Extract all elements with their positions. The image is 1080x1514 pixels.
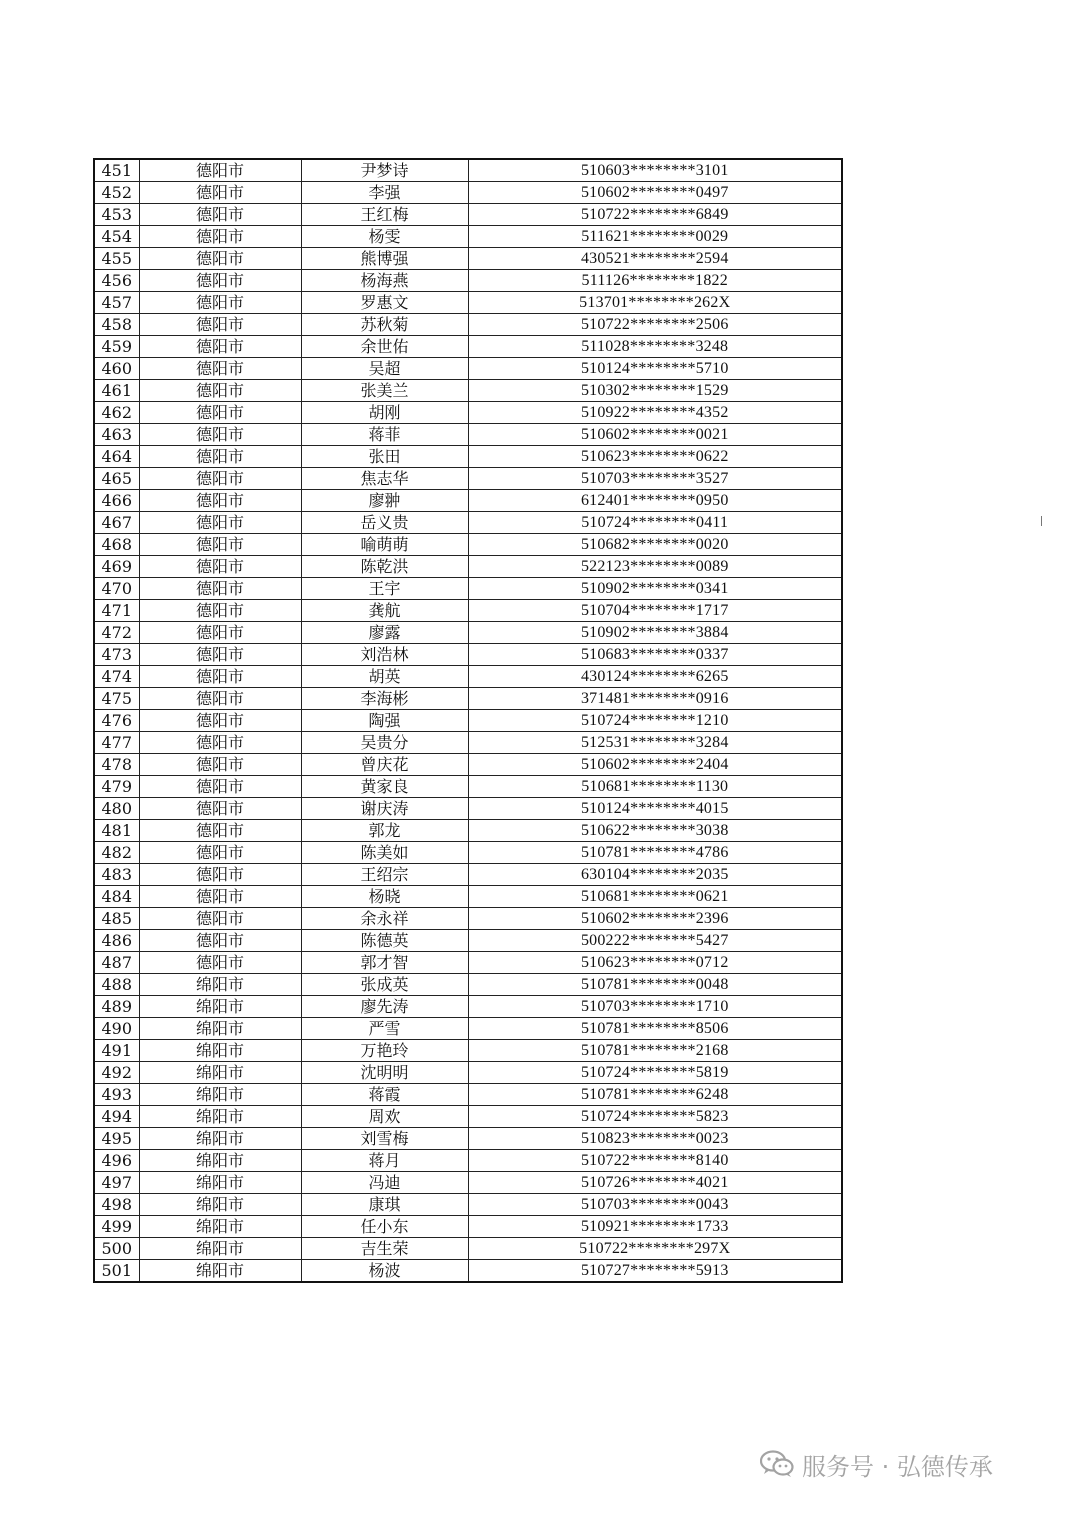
- table-row: [94, 754, 842, 776]
- scan-mark: [1041, 516, 1042, 526]
- row-number: 452: [94, 182, 139, 204]
- row-number: 488: [94, 974, 139, 996]
- row-id-number: 430124********6265: [468, 666, 842, 688]
- row-id-number: 510622********3038: [468, 820, 842, 842]
- row-name: 郭龙: [301, 820, 468, 842]
- row-city: 德阳市: [139, 644, 301, 666]
- row-id-number: 510703********3527: [468, 468, 842, 490]
- row-id-number: 630104********2035: [468, 864, 842, 886]
- table-row: [94, 1260, 842, 1283]
- row-name: 陈乾洪: [301, 556, 468, 578]
- row-id-number: 510823********0023: [468, 1128, 842, 1150]
- row-city: 德阳市: [139, 380, 301, 402]
- row-number: 495: [94, 1128, 139, 1150]
- row-number: 464: [94, 446, 139, 468]
- row-id-number: 510781********8506: [468, 1018, 842, 1040]
- row-city: 德阳市: [139, 622, 301, 644]
- row-id-number: 510724********5823: [468, 1106, 842, 1128]
- table-row: [94, 842, 842, 864]
- row-id-number: 371481********0916: [468, 688, 842, 710]
- row-city: 绵阳市: [139, 1062, 301, 1084]
- table-row: [94, 930, 842, 952]
- row-number: 472: [94, 622, 139, 644]
- table-row: [94, 688, 842, 710]
- table-row: [94, 820, 842, 842]
- table-row: [94, 556, 842, 578]
- row-number: 455: [94, 248, 139, 270]
- row-number: 473: [94, 644, 139, 666]
- row-name: 余世佑: [301, 336, 468, 358]
- row-id-number: 612401********0950: [468, 490, 842, 512]
- row-id-number: 510623********0712: [468, 952, 842, 974]
- row-city: 德阳市: [139, 842, 301, 864]
- wechat-icon: [760, 1450, 794, 1478]
- row-number: 500: [94, 1238, 139, 1260]
- row-number: 492: [94, 1062, 139, 1084]
- row-name: 陈美如: [301, 842, 468, 864]
- row-number: 453: [94, 204, 139, 226]
- row-name: 李强: [301, 182, 468, 204]
- row-number: 468: [94, 534, 139, 556]
- row-name: 康琪: [301, 1194, 468, 1216]
- row-id-number: 510124********4015: [468, 798, 842, 820]
- row-city: 绵阳市: [139, 1216, 301, 1238]
- row-number: 477: [94, 732, 139, 754]
- row-city: 绵阳市: [139, 1084, 301, 1106]
- row-name: 吉生荣: [301, 1238, 468, 1260]
- row-name: 周欢: [301, 1106, 468, 1128]
- table-row: [94, 402, 842, 424]
- table-row: [94, 578, 842, 600]
- table-row: [94, 204, 842, 226]
- row-city: 德阳市: [139, 182, 301, 204]
- row-number: 497: [94, 1172, 139, 1194]
- row-id-number: 510921********1733: [468, 1216, 842, 1238]
- row-number: 494: [94, 1106, 139, 1128]
- table-row: [94, 1194, 842, 1216]
- table-row: [94, 1018, 842, 1040]
- row-id-number: 500222********5427: [468, 930, 842, 952]
- row-number: 493: [94, 1084, 139, 1106]
- row-name: 焦志华: [301, 468, 468, 490]
- row-name: 黄家良: [301, 776, 468, 798]
- table-row: [94, 996, 842, 1018]
- row-number: 469: [94, 556, 139, 578]
- row-number: 454: [94, 226, 139, 248]
- row-city: 绵阳市: [139, 1018, 301, 1040]
- table-row: [94, 1084, 842, 1106]
- table-row: [94, 1062, 842, 1084]
- row-number: 496: [94, 1150, 139, 1172]
- row-name: 郭才智: [301, 952, 468, 974]
- row-name: 杨海燕: [301, 270, 468, 292]
- row-name: 胡英: [301, 666, 468, 688]
- row-id-number: 510922********4352: [468, 402, 842, 424]
- table-row: [94, 1238, 842, 1260]
- row-city: 绵阳市: [139, 1238, 301, 1260]
- row-number: 489: [94, 996, 139, 1018]
- row-city: 绵阳市: [139, 1172, 301, 1194]
- row-number: 479: [94, 776, 139, 798]
- row-id-number: 510724********5819: [468, 1062, 842, 1084]
- table-row: [94, 270, 842, 292]
- row-id-number: 510682********0020: [468, 534, 842, 556]
- row-city: 绵阳市: [139, 1128, 301, 1150]
- row-id-number: 510781********4786: [468, 842, 842, 864]
- table-row: [94, 1040, 842, 1062]
- row-number: 480: [94, 798, 139, 820]
- table-row: [94, 952, 842, 974]
- row-city: 德阳市: [139, 886, 301, 908]
- row-name: 张美兰: [301, 380, 468, 402]
- row-name: 岳义贵: [301, 512, 468, 534]
- table-row: [94, 1172, 842, 1194]
- roster-table: [93, 158, 843, 1283]
- table-row: [94, 159, 842, 182]
- row-number: 474: [94, 666, 139, 688]
- row-city: 德阳市: [139, 600, 301, 622]
- table-row: [94, 666, 842, 688]
- row-id-number: 510703********1710: [468, 996, 842, 1018]
- row-id-number: 510703********0043: [468, 1194, 842, 1216]
- row-number: 466: [94, 490, 139, 512]
- table-row: [94, 490, 842, 512]
- row-id-number: 522123********0089: [468, 556, 842, 578]
- row-number: 499: [94, 1216, 139, 1238]
- row-city: 德阳市: [139, 358, 301, 380]
- row-number: 476: [94, 710, 139, 732]
- row-city: 绵阳市: [139, 1040, 301, 1062]
- row-city: 德阳市: [139, 314, 301, 336]
- row-id-number: 510902********3884: [468, 622, 842, 644]
- row-id-number: 510722********297X: [468, 1238, 842, 1260]
- row-id-number: 510603********3101: [468, 159, 842, 182]
- row-id-number: 513701********262X: [468, 292, 842, 314]
- roster-table-body: [94, 159, 842, 1282]
- row-name: 张田: [301, 446, 468, 468]
- table-row: [94, 776, 842, 798]
- row-number: 458: [94, 314, 139, 336]
- table-row: [94, 908, 842, 930]
- table-row: [94, 1150, 842, 1172]
- row-city: 德阳市: [139, 930, 301, 952]
- row-city: 德阳市: [139, 490, 301, 512]
- watermark-text: 服务号 · 弘德传承: [802, 1452, 993, 1481]
- row-number: 501: [94, 1260, 139, 1283]
- table-row: [94, 1216, 842, 1238]
- row-number: 478: [94, 754, 139, 776]
- row-name: 严雪: [301, 1018, 468, 1040]
- row-name: 陈德英: [301, 930, 468, 952]
- row-city: 德阳市: [139, 820, 301, 842]
- row-name: 喻萌萌: [301, 534, 468, 556]
- row-name: 杨晓: [301, 886, 468, 908]
- table-row: [94, 424, 842, 446]
- table-row: [94, 864, 842, 886]
- row-city: 绵阳市: [139, 1150, 301, 1172]
- row-id-number: 512531********3284: [468, 732, 842, 754]
- row-id-number: 510602********0021: [468, 424, 842, 446]
- row-name: 余永祥: [301, 908, 468, 930]
- row-name: 王宇: [301, 578, 468, 600]
- row-id-number: 510124********5710: [468, 358, 842, 380]
- row-number: 457: [94, 292, 139, 314]
- row-city: 德阳市: [139, 776, 301, 798]
- row-name: 蒋菲: [301, 424, 468, 446]
- row-id-number: 510681********1130: [468, 776, 842, 798]
- row-id-number: 510724********1210: [468, 710, 842, 732]
- row-name: 任小东: [301, 1216, 468, 1238]
- row-city: 德阳市: [139, 204, 301, 226]
- table-row: [94, 1106, 842, 1128]
- row-city: 德阳市: [139, 952, 301, 974]
- row-name: 罗惠文: [301, 292, 468, 314]
- row-number: 486: [94, 930, 139, 952]
- row-number: 451: [94, 159, 139, 182]
- row-id-number: 510902********0341: [468, 578, 842, 600]
- table-row: [94, 380, 842, 402]
- row-name: 尹梦诗: [301, 159, 468, 182]
- row-number: 498: [94, 1194, 139, 1216]
- row-name: 刘浩林: [301, 644, 468, 666]
- row-number: 467: [94, 512, 139, 534]
- row-number: 482: [94, 842, 139, 864]
- row-number: 485: [94, 908, 139, 930]
- row-city: 德阳市: [139, 864, 301, 886]
- row-city: 德阳市: [139, 159, 301, 182]
- table-row: [94, 1128, 842, 1150]
- row-city: 德阳市: [139, 534, 301, 556]
- row-city: 德阳市: [139, 666, 301, 688]
- row-name: 廖露: [301, 622, 468, 644]
- table-row: [94, 512, 842, 534]
- row-number: 465: [94, 468, 139, 490]
- row-number: 461: [94, 380, 139, 402]
- row-city: 德阳市: [139, 710, 301, 732]
- row-name: 吴贵分: [301, 732, 468, 754]
- row-name: 谢庆涛: [301, 798, 468, 820]
- row-number: 481: [94, 820, 139, 842]
- row-name: 王绍宗: [301, 864, 468, 886]
- row-city: 德阳市: [139, 732, 301, 754]
- row-name: 胡刚: [301, 402, 468, 424]
- row-name: 廖先涛: [301, 996, 468, 1018]
- row-city: 德阳市: [139, 798, 301, 820]
- table-row: [94, 644, 842, 666]
- row-number: 471: [94, 600, 139, 622]
- row-number: 487: [94, 952, 139, 974]
- table-row: [94, 314, 842, 336]
- row-name: 陶强: [301, 710, 468, 732]
- table-row: [94, 446, 842, 468]
- row-name: 杨雯: [301, 226, 468, 248]
- row-id-number: 510781********0048: [468, 974, 842, 996]
- row-name: 杨波: [301, 1260, 468, 1283]
- row-name: 刘雪梅: [301, 1128, 468, 1150]
- row-city: 绵阳市: [139, 996, 301, 1018]
- row-id-number: 511126********1822: [468, 270, 842, 292]
- row-city: 德阳市: [139, 292, 301, 314]
- row-name: 李海彬: [301, 688, 468, 710]
- row-city: 绵阳市: [139, 1260, 301, 1283]
- row-name: 沈明明: [301, 1062, 468, 1084]
- row-id-number: 510724********0411: [468, 512, 842, 534]
- row-id-number: 510623********0622: [468, 446, 842, 468]
- row-number: 483: [94, 864, 139, 886]
- row-id-number: 510683********0337: [468, 644, 842, 666]
- table-row: [94, 358, 842, 380]
- table-row: [94, 622, 842, 644]
- row-name: 冯迪: [301, 1172, 468, 1194]
- row-city: 德阳市: [139, 556, 301, 578]
- row-id-number: 510681********0621: [468, 886, 842, 908]
- table-row: [94, 248, 842, 270]
- table-row: [94, 534, 842, 556]
- row-city: 德阳市: [139, 226, 301, 248]
- row-city: 绵阳市: [139, 1106, 301, 1128]
- row-city: 德阳市: [139, 754, 301, 776]
- table-row: [94, 798, 842, 820]
- row-name: 苏秋菊: [301, 314, 468, 336]
- row-city: 德阳市: [139, 512, 301, 534]
- table-row: [94, 468, 842, 490]
- table-row: [94, 226, 842, 248]
- row-name: 张成英: [301, 974, 468, 996]
- table-row: [94, 336, 842, 358]
- row-city: 德阳市: [139, 688, 301, 710]
- row-name: 王红梅: [301, 204, 468, 226]
- table-row: [94, 886, 842, 908]
- table-row: [94, 974, 842, 996]
- row-city: 德阳市: [139, 270, 301, 292]
- row-id-number: 510781********6248: [468, 1084, 842, 1106]
- table-row: [94, 182, 842, 204]
- row-number: 475: [94, 688, 139, 710]
- row-id-number: 510722********6849: [468, 204, 842, 226]
- row-name: 蒋霞: [301, 1084, 468, 1106]
- row-city: 德阳市: [139, 446, 301, 468]
- row-id-number: 510781********2168: [468, 1040, 842, 1062]
- row-name: 蒋月: [301, 1150, 468, 1172]
- row-id-number: 510704********1717: [468, 600, 842, 622]
- row-name: 曾庆花: [301, 754, 468, 776]
- row-city: 德阳市: [139, 908, 301, 930]
- table-row: [94, 732, 842, 754]
- row-id-number: 510726********4021: [468, 1172, 842, 1194]
- row-number: 456: [94, 270, 139, 292]
- row-city: 德阳市: [139, 248, 301, 270]
- table-row: [94, 292, 842, 314]
- row-number: 491: [94, 1040, 139, 1062]
- row-number: 490: [94, 1018, 139, 1040]
- row-name: 吴超: [301, 358, 468, 380]
- row-name: 万艳玲: [301, 1040, 468, 1062]
- row-id-number: 510602********2396: [468, 908, 842, 930]
- row-id-number: 510602********2404: [468, 754, 842, 776]
- row-city: 德阳市: [139, 336, 301, 358]
- row-number: 460: [94, 358, 139, 380]
- row-city: 德阳市: [139, 578, 301, 600]
- row-number: 462: [94, 402, 139, 424]
- row-id-number: 510727********5913: [468, 1260, 842, 1283]
- row-id-number: 510722********2506: [468, 314, 842, 336]
- row-city: 德阳市: [139, 468, 301, 490]
- row-id-number: 510602********0497: [468, 182, 842, 204]
- row-number: 459: [94, 336, 139, 358]
- row-name: 熊博强: [301, 248, 468, 270]
- row-city: 德阳市: [139, 424, 301, 446]
- row-name: 廖翀: [301, 490, 468, 512]
- row-id-number: 510722********8140: [468, 1150, 842, 1172]
- row-id-number: 511621********0029: [468, 226, 842, 248]
- row-city: 德阳市: [139, 402, 301, 424]
- row-number: 484: [94, 886, 139, 908]
- row-id-number: 510302********1529: [468, 380, 842, 402]
- row-number: 463: [94, 424, 139, 446]
- row-id-number: 430521********2594: [468, 248, 842, 270]
- row-id-number: 511028********3248: [468, 336, 842, 358]
- table-row: [94, 600, 842, 622]
- table-row: [94, 710, 842, 732]
- row-name: 龚航: [301, 600, 468, 622]
- watermark: [760, 1444, 993, 1484]
- row-city: 绵阳市: [139, 1194, 301, 1216]
- row-city: 绵阳市: [139, 974, 301, 996]
- row-number: 470: [94, 578, 139, 600]
